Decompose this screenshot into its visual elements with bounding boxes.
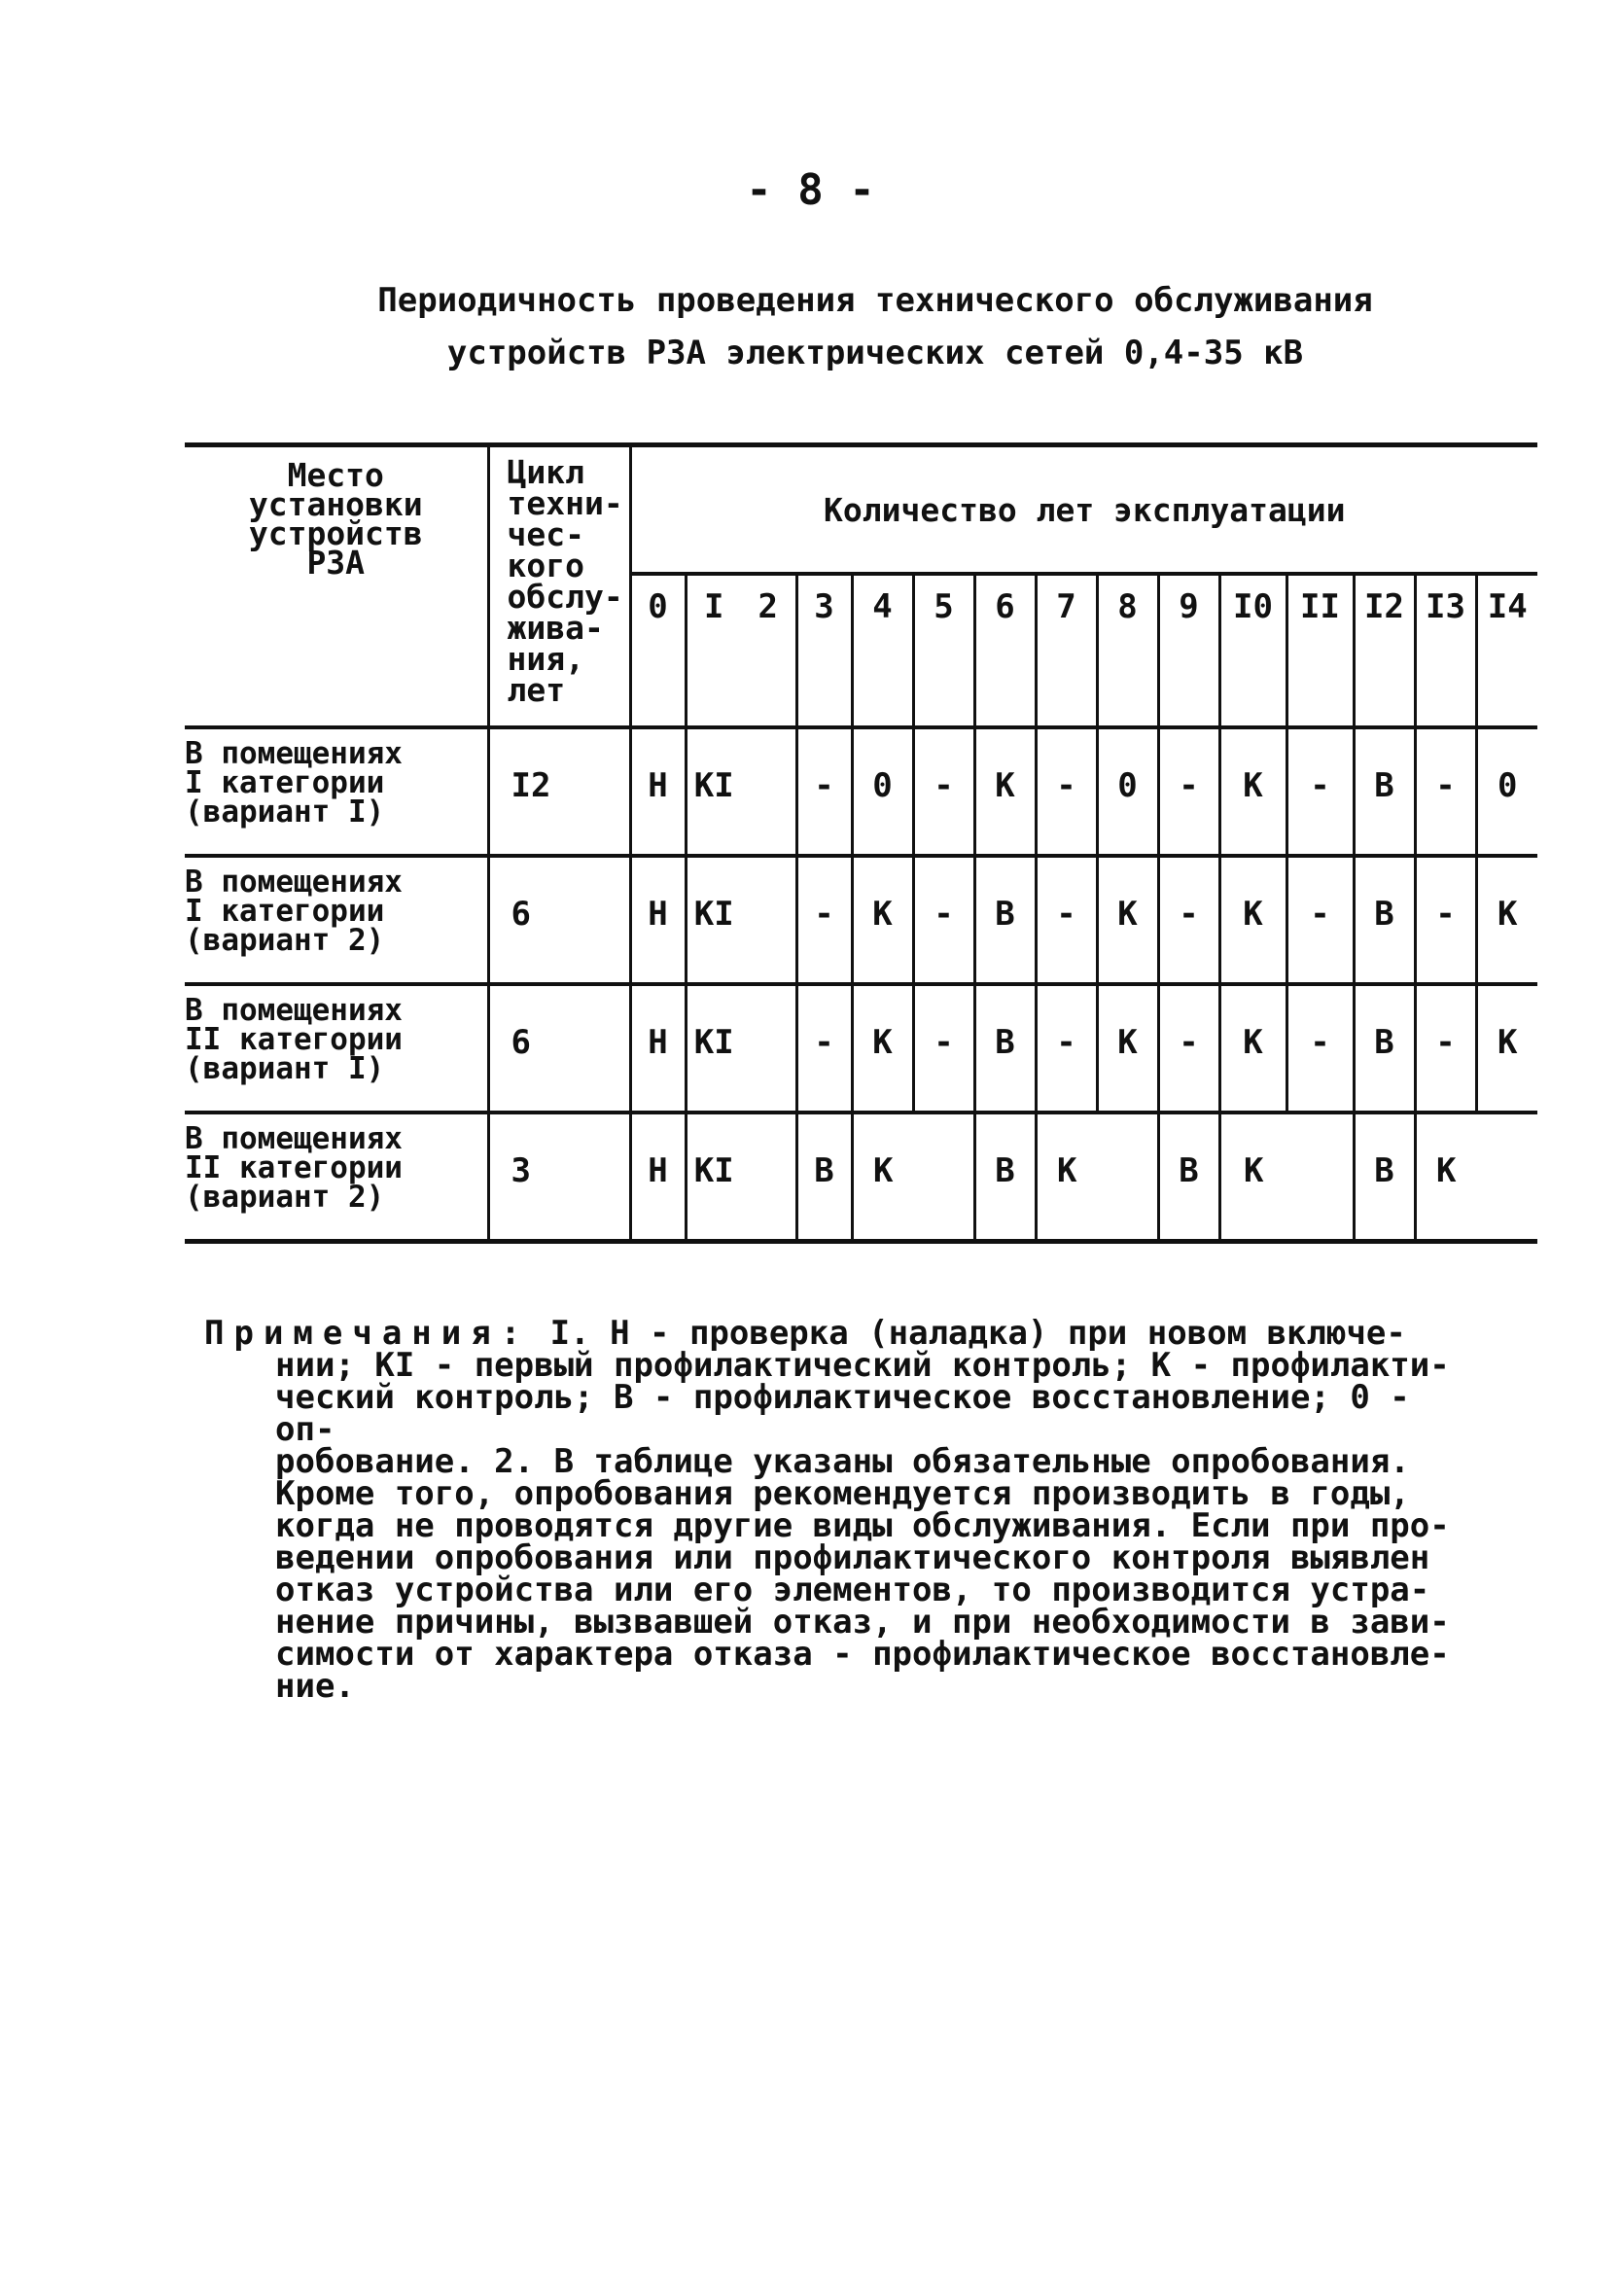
notes-line: ведении опробования или профилактического контроля выявлен (275, 1538, 1430, 1577)
schedule-cell: К (974, 727, 1036, 856)
schedule-cell: - (1286, 727, 1354, 856)
schedule-cell: - (1158, 727, 1219, 856)
schedule-cell: К (1097, 856, 1158, 984)
year-header-cell: II (1286, 574, 1354, 727)
schedule-cell: В (1354, 984, 1415, 1113)
table-row (185, 727, 1537, 856)
schedule-cell: - (1158, 856, 1219, 984)
schedule-cell: - (1415, 856, 1476, 984)
table-row (185, 1113, 1537, 1242)
schedule-cell: - (796, 856, 852, 984)
schedule-cell: КI (686, 856, 741, 984)
schedule-cell: - (913, 727, 974, 856)
schedule-cell: 0 (1476, 727, 1537, 856)
schedule-cell: - (913, 984, 974, 1113)
notes-line: робование. 2. В таблице указаны обязательные опробования. (275, 1442, 1410, 1481)
cycle-value: I2 (488, 727, 630, 856)
schedule-cell: Н (630, 1113, 686, 1242)
schedule-cell: К (1219, 984, 1286, 1113)
schedule-cell: - (913, 856, 974, 984)
year-header-cell: 6 (974, 574, 1036, 727)
schedule-cell: В (1354, 856, 1415, 984)
year-header-cell: 8 (1097, 574, 1158, 727)
schedule-cell: Н (630, 856, 686, 984)
schedule-cell: К (1219, 1113, 1286, 1242)
table-row (185, 984, 1537, 1113)
schedule-cell: К (852, 1113, 913, 1242)
schedule-cell: В (974, 984, 1036, 1113)
schedule-cell: В (974, 1113, 1036, 1242)
row-label: В помещениях I категории (вариант 2) (185, 856, 488, 984)
schedule-cell: КI (686, 1113, 741, 1242)
schedule-cell (1097, 1113, 1158, 1242)
schedule-cell: В (1354, 727, 1415, 856)
year-header-cell: 4 (852, 574, 913, 727)
schedule-cell: - (1036, 727, 1097, 856)
schedule-cell: - (796, 727, 852, 856)
schedule-cell: К (852, 984, 913, 1113)
schedule-cell: 0 (1097, 727, 1158, 856)
schedule-cell: КI (686, 727, 741, 856)
schedule-cell: К (1476, 856, 1537, 984)
schedule-cell: В (1354, 1113, 1415, 1242)
table-row (185, 856, 1537, 984)
schedule-cell (1286, 1113, 1354, 1242)
schedule-cell: В (796, 1113, 852, 1242)
notes-line: ческий контроль; В - профилактическое восстановление; 0 - оп- (275, 1378, 1410, 1449)
year-header-cell: 0 (630, 574, 686, 727)
page-number: - 8 - (746, 165, 875, 215)
year-header-cell: I4 (1476, 574, 1537, 727)
year-header-cell: 3 (796, 574, 852, 727)
cycle-value: 6 (488, 984, 630, 1113)
year-header-cell: 9 (1158, 574, 1219, 727)
notes-line: симости от характера отказа - профилактическое восстановле- (275, 1635, 1450, 1674)
title-line-1: Периодичность проведения технического обслуживания (377, 281, 1373, 320)
schedule-cell: Н (630, 984, 686, 1113)
title-line-2: устройств РЗА электрических сетей 0,4-35 кВ (446, 334, 1304, 372)
year-header-cell: I (686, 574, 741, 727)
notes-line: нии; КI - первый профилактический контроль; К - профилакти- (275, 1346, 1450, 1385)
year-header-cell: I0 (1219, 574, 1286, 727)
maintenance-schedule-table (185, 442, 1537, 1244)
schedule-cell: 0 (852, 727, 913, 856)
schedule-cell (741, 984, 796, 1113)
schedule-cell: - (1415, 984, 1476, 1113)
year-header-cell: 2 (741, 574, 796, 727)
document-title (0, 274, 1621, 379)
schedule-cell: К (1415, 1113, 1476, 1242)
notes-line: ние. (275, 1667, 355, 1706)
notes-section (204, 1314, 1488, 1706)
notes-line: отказ устройства или его элементов, то производится устра- (275, 1571, 1430, 1609)
year-header-cell: 5 (913, 574, 974, 727)
row-label: В помещениях II категории (вариант 2) (185, 1113, 488, 1242)
schedule-cell: К (1036, 1113, 1097, 1242)
schedule-cell: - (796, 984, 852, 1113)
schedule-cell: В (1158, 1113, 1219, 1242)
schedule-cell (913, 1113, 974, 1242)
schedule-cell: - (1415, 727, 1476, 856)
header-installation-place: Место установки устройств РЗА (185, 445, 488, 728)
schedule-cell: К (1219, 856, 1286, 984)
schedule-cell (1476, 1113, 1537, 1242)
schedule-cell: В (974, 856, 1036, 984)
schedule-cell: - (1036, 856, 1097, 984)
year-header-cell: I3 (1415, 574, 1476, 727)
schedule-cell (741, 1113, 796, 1242)
notes-line: I. Н - проверка (наладка) при новом включе- (549, 1314, 1406, 1353)
schedule-cell (741, 727, 796, 856)
schedule-cell: К (1476, 984, 1537, 1113)
year-header-cell: 7 (1036, 574, 1097, 727)
notes-line: Кроме того, опробования рекомендуется производить в годы, (275, 1474, 1410, 1513)
year-header-cell: I2 (1354, 574, 1415, 727)
notes-heading: Примечания: (204, 1314, 531, 1353)
schedule-cell: К (1097, 984, 1158, 1113)
cycle-value: 6 (488, 856, 630, 984)
schedule-cell (741, 856, 796, 984)
notes-line: когда не проводятся другие виды обслуживания. Если при про- (275, 1506, 1450, 1545)
cycle-value: 3 (488, 1113, 630, 1242)
schedule-cell: - (1036, 984, 1097, 1113)
schedule-cell: - (1158, 984, 1219, 1113)
notes-line: нение причины, вызвавшей отказ, и при необходимости в зави- (275, 1603, 1450, 1642)
schedule-cell: - (1286, 984, 1354, 1113)
schedule-cell: Н (630, 727, 686, 856)
row-label: В помещениях II категории (вариант I) (185, 984, 488, 1113)
row-label: В помещениях I категории (вариант I) (185, 727, 488, 856)
schedule-cell: - (1286, 856, 1354, 984)
header-years-of-operation: Количество лет эксплуатации (630, 445, 1537, 575)
schedule-cell: К (1219, 727, 1286, 856)
header-maintenance-cycle: Цикл техни- чес- кого обслу- жива- ния, лет (488, 445, 630, 728)
schedule-cell: КI (686, 984, 741, 1113)
schedule-cell: К (852, 856, 913, 984)
